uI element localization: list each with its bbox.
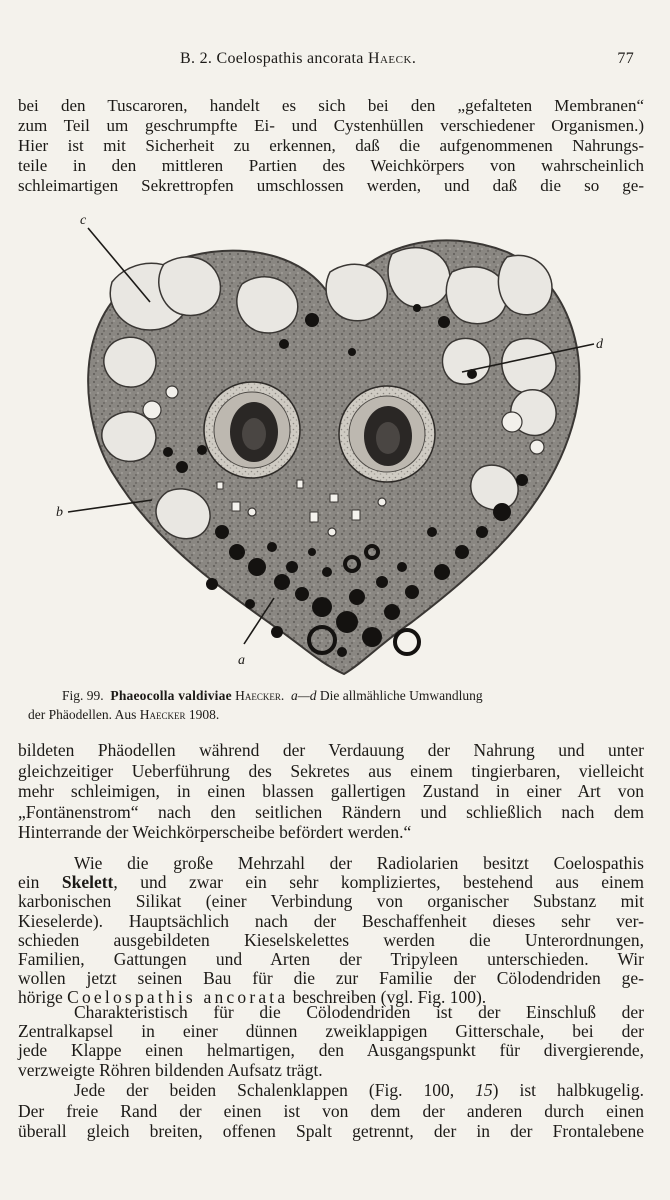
text-line: Wie die große Mehrzahl der Radiolarien besitzt Coelospathis — [74, 853, 644, 873]
figure-label-b: b — [56, 505, 63, 520]
text-line: bildeten Phäodellen während der Verdauung der Nahrung und unter — [18, 740, 644, 760]
running-title: B. 2. Coelospathis ancorata Haeck. — [180, 50, 417, 67]
paragraph-top — [18, 96, 644, 196]
species-name: Phaeocolla valdiviae — [110, 688, 232, 703]
text-line: bei den Tuscaroren, handelt es sich bei den „gefalteten Membranen“ — [18, 96, 644, 115]
running-head — [0, 50, 670, 72]
text-line: schleimartigen Sekrettropfen umschlossen werden, und daß die so ge- — [18, 176, 644, 195]
paragraph-quote-end — [18, 740, 644, 843]
text-line: Hier ist mit Sicherheit zu erkennen, daß die aufgenommenen Nahrungs- — [18, 136, 644, 155]
text-line: Charakteristisch für die Cölodendriden ist der Einschluß der — [74, 1002, 644, 1022]
paragraph-shell-valves — [18, 1080, 644, 1142]
text-line: überall gleich breiten, offenen Spalt getrennt, der in der Frontalebene — [18, 1121, 644, 1141]
page-number: 77 — [617, 50, 634, 67]
text-line: mehr schleimigen, in einen blassen gallertigen Zustand in einer Art von — [18, 781, 644, 801]
text-line: Jede der beiden Schalenklappen (Fig. 100, 15) ist halbkugelig. — [74, 1080, 645, 1100]
text-line: gleichzeitiger Ueberführung des Sekretes aus einem tingierbaren, vielleicht — [18, 760, 644, 781]
nucleus-right — [339, 386, 435, 482]
text-line: Hinterrande der Weichkörperscheibe befördert werden.“ — [18, 822, 412, 842]
text-line: karbonischen Silikat (einer Verbindung von organischer Substanz mit — [18, 891, 644, 912]
text-line: Familien, Gattungen und Arten der Tripyleen unterschieden. Wir — [18, 949, 644, 970]
figure-99-illustration — [52, 212, 612, 688]
text-line: hörige Coelospathis ancorata beschreiben (vgl. Fig. 100). — [18, 987, 487, 1008]
text-line: wollen jetzt seinen Bau für die zur Familie der Cölodendriden ge- — [18, 968, 644, 989]
text-line: ein Skelett, und zwar ein sehr kompliziertes, bestehend aus einem — [18, 872, 644, 893]
figure-label-d: d — [596, 337, 603, 352]
text-line: teile in den mittleren Partien des Weichkörpers von wahrscheinlich — [18, 156, 644, 175]
paragraph-characteristic — [18, 1003, 644, 1080]
text-line: Kieselerde). Hauptsächlich nach der Beschaffenheit dieses sehr ver- — [18, 910, 644, 931]
text-line: schieden ausgebildeten Kieselskelettes werden die Unterordnungen, — [18, 929, 644, 950]
figure-label-a: a — [238, 653, 245, 668]
text-line: zum Teil um geschrumpfte Ei- und Cystenhüllen verschiedener Organismen.) — [18, 116, 644, 135]
text-line: „Fontänenstrom“ nach den seitlichen Rändern und schließlich nach dem — [18, 801, 644, 822]
caption-line-2: der Phäodellen. Aus Haecker 1908. — [28, 707, 220, 722]
term-skelett: Skelett — [61, 872, 114, 893]
phaeocolla-drawing — [52, 212, 612, 688]
text-line: Der freie Rand der einen ist von dem der anderen durch einen — [18, 1100, 644, 1121]
nucleus-left — [204, 382, 300, 478]
paragraph-skeleton — [18, 854, 644, 1008]
text-line: Zentralkapsel in einer dünnen zweiklappigen Gitterschale, bei der — [18, 1021, 644, 1042]
figure-label-c: c — [80, 213, 87, 228]
species-spaced: Coelospathis ancorata — [67, 987, 289, 1008]
caption-line-1: Fig. 99. Phaeocolla valdiviae Haecker. a—d Die allmähliche Umwandlung — [62, 688, 483, 703]
text-line: jede Klappe einen helmartigen, den Ausgangspunkt für divergierende, — [18, 1040, 644, 1061]
text-line: verzweigte Röhren bildenden Aufsatz trägt. — [18, 1059, 323, 1080]
figure-caption — [28, 686, 646, 724]
